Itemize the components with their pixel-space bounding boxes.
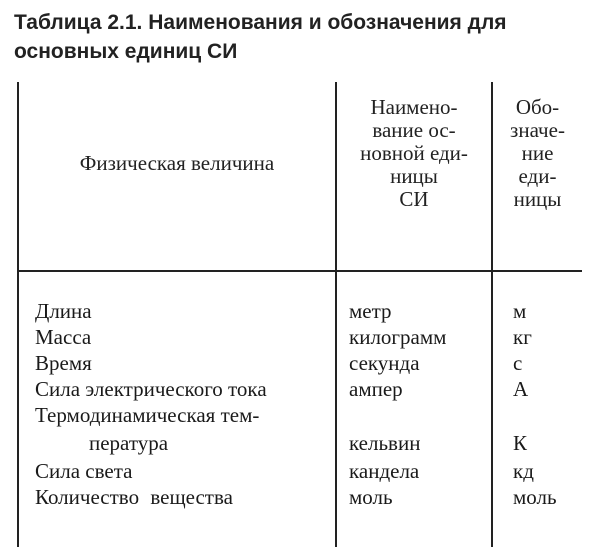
- header-unit-name-line: Наимено-: [370, 95, 458, 119]
- header-unit-name-line: ницы: [390, 164, 438, 188]
- table-caption: [14, 8, 589, 66]
- header-unit-symbol-line: значе-: [510, 118, 565, 142]
- unit-cell: секунда: [349, 351, 420, 375]
- caption-line-1: Таблица 2.1. Наименования и обозначения для: [14, 11, 507, 34]
- unit-cell: метр: [349, 299, 392, 323]
- symbol-cell: м: [513, 299, 527, 323]
- header-unit-name: [337, 96, 491, 211]
- quantity-cell: Время: [35, 351, 92, 375]
- symbol-cell: кг: [513, 325, 532, 349]
- header-unit-name-line: новной еди-: [360, 141, 468, 165]
- symbol-cell: моль: [513, 485, 557, 509]
- header-unit-symbol-line: ние: [521, 141, 554, 165]
- si-units-table: [17, 82, 582, 547]
- caption-line-2: основных единиц СИ: [14, 40, 238, 63]
- header-unit-symbol: [493, 96, 582, 211]
- unit-cell: килограмм: [349, 325, 447, 349]
- quantity-cell: пература: [89, 431, 169, 455]
- unit-cell: кандела: [349, 459, 420, 483]
- symbol-cell: К: [513, 431, 528, 455]
- header-unit-name-line: вание ос-: [372, 118, 456, 142]
- unit-cell: ампер: [349, 377, 403, 401]
- quantity-cell: Сила света: [35, 459, 133, 483]
- quantity-cell: Длина: [35, 299, 92, 323]
- header-divider: [17, 270, 582, 272]
- unit-cell: моль: [349, 485, 393, 509]
- quantity-cell: Масса: [35, 325, 92, 349]
- unit-cell: кельвин: [349, 431, 421, 455]
- header-unit-symbol-line: еди-: [518, 164, 557, 188]
- symbol-cell: с: [513, 351, 523, 375]
- header-unit-symbol-line: ницы: [513, 187, 562, 211]
- symbol-cell: кд: [513, 459, 534, 483]
- header-quantity-text: Физическая величина: [79, 151, 275, 175]
- header-unit-symbol-line: Обо-: [515, 95, 560, 119]
- quantity-cell: Количество вещества: [35, 485, 233, 509]
- header-unit-name-line: СИ: [399, 187, 429, 211]
- quantity-cell: Термодинамическая тем-: [35, 403, 260, 427]
- header-quantity: [19, 152, 335, 175]
- symbol-cell: А: [513, 377, 529, 401]
- quantity-cell: Сила электрического тока: [35, 377, 267, 401]
